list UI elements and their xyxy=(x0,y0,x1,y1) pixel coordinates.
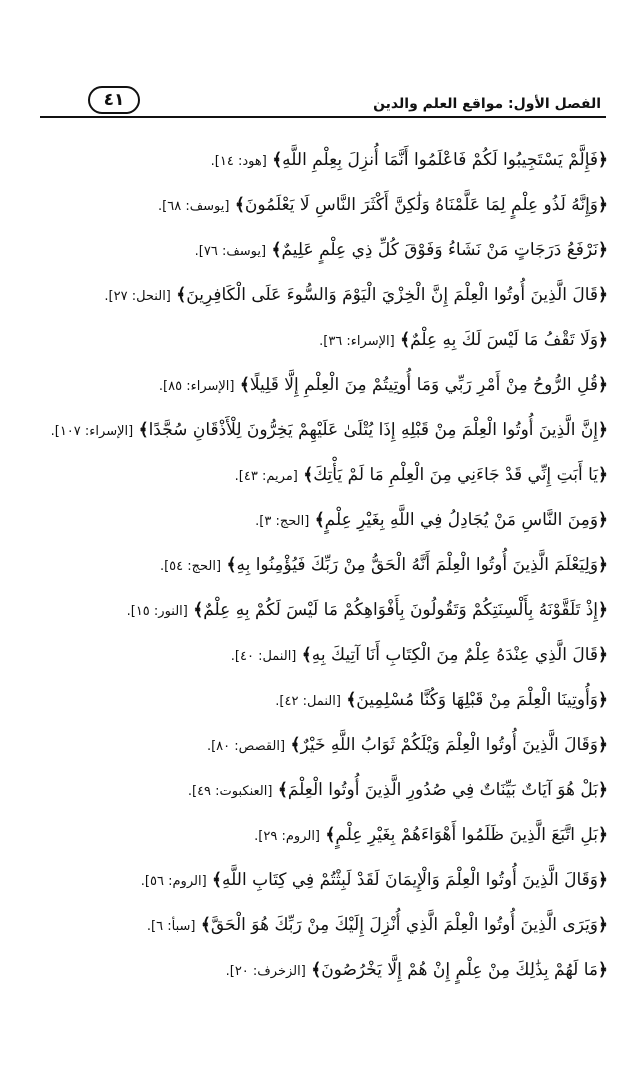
verse-reference: [النور: ١٥]. xyxy=(126,604,188,619)
ornate-bracket-open: ﴿ xyxy=(598,375,608,395)
verse-reference: [يوسف: ٦٨]. xyxy=(158,199,230,214)
verse-line xyxy=(30,768,608,813)
ornate-bracket-open: ﴿ xyxy=(598,240,608,260)
quran-verse-text: يَا أَبَتِ إِنِّي قَدْ جَاءَنِي مِنَ الْعِلْمِ مَا لَمْ يَأْتِكَ xyxy=(313,465,599,485)
ornate-bracket-open: ﴿ xyxy=(598,960,608,980)
ornate-bracket-close: ﴾ xyxy=(200,915,211,935)
ornate-bracket-close: ﴾ xyxy=(290,735,301,755)
verse-list xyxy=(30,138,608,993)
verse-line xyxy=(30,723,608,768)
verse-line xyxy=(30,183,608,228)
quran-verse-text: وَلِيَعْلَمَ الَّذِينَ أُوتُوا الْعِلْمَ أَنَّهُ الْحَقُّ مِنْ رَبِّكَ فَيُؤْمِنُوا بِهِ xyxy=(236,555,599,575)
verse-line xyxy=(30,588,608,633)
quran-verse-text: وَيَرَى الَّذِينَ أُوتُوا الْعِلْمَ الَّذِي أُنْزِلَ إِلَيْكَ مِنْ رَبِّكَ هُوَ الْحَقَّ xyxy=(210,915,599,935)
ornate-bracket-open: ﴿ xyxy=(598,330,608,350)
ornate-bracket-close: ﴾ xyxy=(277,780,288,800)
verse-line xyxy=(30,228,608,273)
ornate-bracket-open: ﴿ xyxy=(598,150,608,170)
verse-line xyxy=(30,903,608,948)
quran-verse-text: بَلِ اتَّبَعَ الَّذِينَ ظَلَمُوا أَهْوَاءَهُمْ بِغَيْرِ عِلْمٍ xyxy=(335,825,599,845)
verse-reference: [مريم: ٤٣]. xyxy=(234,469,298,484)
verse-line xyxy=(30,813,608,858)
ornate-bracket-close: ﴾ xyxy=(303,465,314,485)
ornate-bracket-open: ﴿ xyxy=(598,465,608,485)
ornate-bracket-close: ﴾ xyxy=(314,510,325,530)
quran-verse-text: قَالَ الَّذِي عِنْدَهُ عِلْمٌ مِنَ الْكِتَابِ أَنَا آتِيكَ بِهِ xyxy=(311,645,599,665)
verse-reference: [سبأ: ٦]. xyxy=(146,919,196,934)
verse-reference: [النمل: ٤٠]. xyxy=(230,649,297,664)
quran-verse-text: وَإِنَّهُ لَذُو عِلْمٍ لِمَا عَلَّمْنَاهُ وَلَٰكِنَّ أَكْثَرَ النَّاسِ لَا يَعْلَمُونَ xyxy=(244,195,599,215)
quran-verse-text: إِذْ تَلَقَّوْنَهُ بِأَلْسِنَتِكُمْ وَتَقُولُونَ بِأَفْوَاهِكُمْ مَا لَيْسَ لَكُمْ بِهِ عِلْمٌ xyxy=(203,600,599,620)
ornate-bracket-close: ﴾ xyxy=(301,645,312,665)
ornate-bracket-close: ﴾ xyxy=(271,240,282,260)
verse-line xyxy=(30,543,608,588)
verse-reference: [الحج: ٥٤]. xyxy=(159,559,222,574)
verse-reference: [الحج: ٣]. xyxy=(255,514,310,529)
verse-reference: [الإسراء: ٣٦]. xyxy=(319,334,395,349)
quran-verse-text: قُلِ الرُّوحُ مِنْ أَمْرِ رَبِّي وَمَا أُوتِيتُمْ مِنَ الْعِلْمِ إِلَّا قَلِيلًا xyxy=(249,375,599,395)
quran-verse-text: وَأُوتِينَا الْعِلْمَ مِنْ قَبْلِهَا وَكُنَّا مُسْلِمِينَ xyxy=(356,690,599,710)
header-rule xyxy=(40,116,606,118)
ornate-bracket-open: ﴿ xyxy=(598,510,608,530)
verse-line xyxy=(30,138,608,183)
ornate-bracket-open: ﴿ xyxy=(598,420,608,440)
verse-reference: [الروم: ٥٦]. xyxy=(140,874,207,889)
verse-reference: [الروم: ٢٩]. xyxy=(254,829,320,844)
quran-verse-text: إِنَّ الَّذِينَ أُوتُوا الْعِلْمَ مِنْ قَبْلِهِ إِذَا يُتْلَىٰ عَلَيْهِمْ يَخِرُّونَ لِلْأَذْقَانِ سُجَّدًا xyxy=(148,420,599,440)
verse-reference: [العنكبوت: ٤٩]. xyxy=(187,784,273,799)
ornate-bracket-open: ﴿ xyxy=(598,915,608,935)
ornate-bracket-open: ﴿ xyxy=(598,825,608,845)
verse-line xyxy=(30,678,608,723)
ornate-bracket-open: ﴿ xyxy=(598,285,608,305)
ornate-bracket-close: ﴾ xyxy=(234,195,245,215)
quran-verse-text: وَقَالَ الَّذِينَ أُوتُوا الْعِلْمَ وَيْلَكُمْ ثَوَابُ اللَّهِ خَيْرٌ xyxy=(300,735,599,755)
ornate-bracket-close: ﴾ xyxy=(346,690,357,710)
page-header xyxy=(0,0,637,120)
ornate-bracket-close: ﴾ xyxy=(272,150,283,170)
ornate-bracket-close: ﴾ xyxy=(138,420,149,440)
verse-line xyxy=(30,273,608,318)
page-number: ٤١ xyxy=(88,86,140,114)
ornate-bracket-close: ﴾ xyxy=(226,555,237,575)
quran-verse-text: مَا لَهُمْ بِذَٰلِكَ مِنْ عِلْمٍ إِنْ هُمْ إِلَّا يَخْرُصُونَ xyxy=(321,960,599,980)
ornate-bracket-open: ﴿ xyxy=(598,735,608,755)
verse-reference: [الزخرف: ٢٠]. xyxy=(225,964,306,979)
verse-line xyxy=(30,948,608,993)
ornate-bracket-close: ﴾ xyxy=(212,870,223,890)
verse-line xyxy=(30,408,608,453)
verse-line xyxy=(30,633,608,678)
verse-reference: [النحل: ٢٧]. xyxy=(104,289,171,304)
quran-verse-text: بَلْ هُوَ آيَاتٌ بَيِّنَاتٌ فِي صُدُورِ الَّذِينَ أُوتُوا الْعِلْمَ xyxy=(287,780,599,800)
ornate-bracket-close: ﴾ xyxy=(176,285,187,305)
ornate-bracket-open: ﴿ xyxy=(598,870,608,890)
quran-verse-text: قَالَ الَّذِينَ أُوتُوا الْعِلْمَ إِنَّ الْخِزْيَ الْيَوْمَ وَالسُّوءَ عَلَى الْكَافِرِينَ xyxy=(186,285,599,305)
ornate-bracket-close: ﴾ xyxy=(311,960,322,980)
quran-verse-text: نَرْفَعُ دَرَجَاتٍ مَنْ نَشَاءُ وَفَوْقَ كُلِّ ذِي عِلْمٍ عَلِيمٌ xyxy=(281,240,599,260)
ornate-bracket-close: ﴾ xyxy=(400,330,411,350)
quran-verse-text: وَمِنَ النَّاسِ مَنْ يُجَادِلُ فِي اللَّهِ بِغَيْرِ عِلْمٍ xyxy=(324,510,599,530)
verse-line xyxy=(30,858,608,903)
quran-verse-text: فَإِلَّمْ يَسْتَجِيبُوا لَكُمْ فَاعْلَمُوا أَنَّمَا أُنزِلَ بِعِلْمِ اللَّهِ xyxy=(282,150,599,170)
verse-reference: [القصص: ٨٠]. xyxy=(206,739,286,754)
ornate-bracket-close: ﴾ xyxy=(325,825,336,845)
ornate-bracket-open: ﴿ xyxy=(598,600,608,620)
verse-reference: [يوسف: ٧٦]. xyxy=(194,244,267,259)
verse-line xyxy=(30,453,608,498)
verse-line xyxy=(30,318,608,363)
ornate-bracket-close: ﴾ xyxy=(193,600,204,620)
verse-reference: [الإسراء: ٨٥]. xyxy=(158,379,235,394)
ornate-bracket-open: ﴿ xyxy=(598,780,608,800)
ornate-bracket-open: ﴿ xyxy=(598,645,608,665)
quran-verse-text: وَقَالَ الَّذِينَ أُوتُوا الْعِلْمَ وَالْإِيمَانَ لَقَدْ لَبِثْتُمْ فِي كِتَابِ اللَّهِ xyxy=(222,870,599,890)
verse-reference: [النمل: ٤٢]. xyxy=(275,694,341,709)
ornate-bracket-close: ﴾ xyxy=(239,375,250,395)
ornate-bracket-open: ﴿ xyxy=(598,690,608,710)
ornate-bracket-open: ﴿ xyxy=(598,555,608,575)
verse-reference: [هود: ١٤]. xyxy=(210,154,267,169)
chapter-title: الفصل الأول: مواقع العلم والدين xyxy=(373,96,601,112)
verse-reference: [الإسراء: ١٠٧]. xyxy=(50,424,134,439)
quran-verse-text: وَلَا تَقْفُ مَا لَيْسَ لَكَ بِهِ عِلْمٌ xyxy=(410,330,599,350)
verse-line xyxy=(30,363,608,408)
ornate-bracket-open: ﴿ xyxy=(598,195,608,215)
verse-line xyxy=(30,498,608,543)
